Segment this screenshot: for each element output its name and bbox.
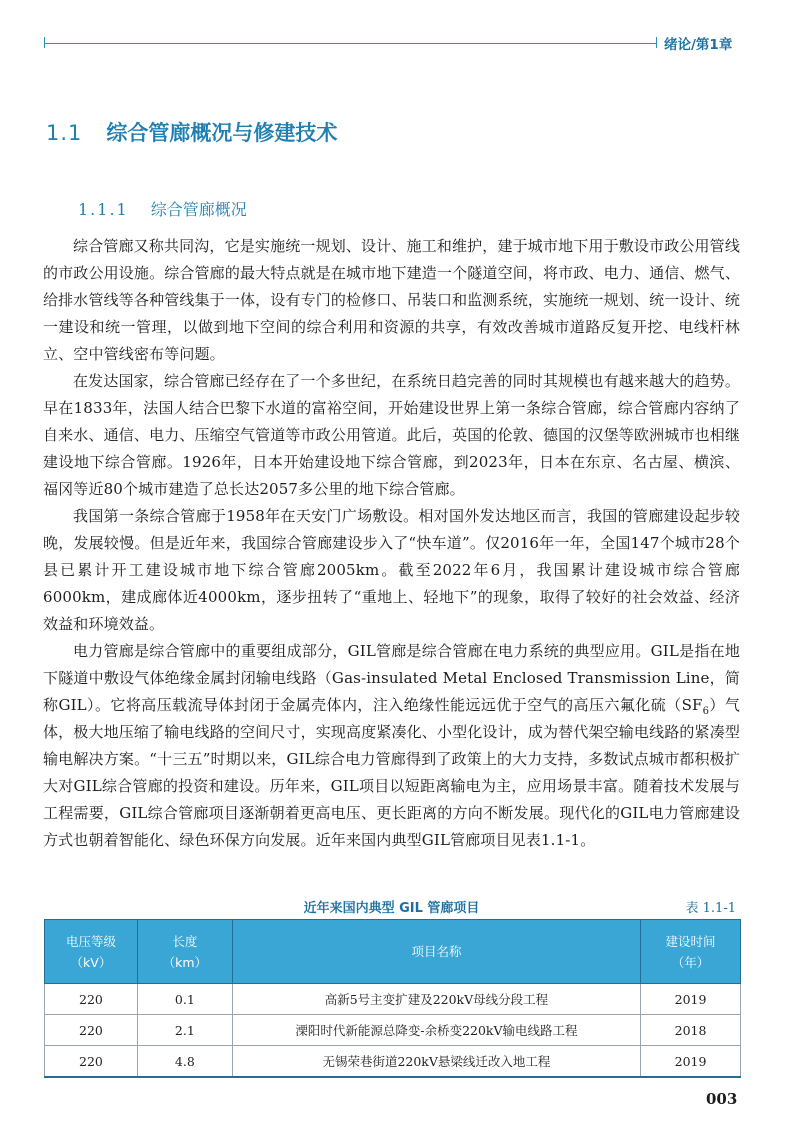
cell-year: 2018 <box>641 1015 741 1046</box>
cell-year: 2019 <box>641 1046 741 1078</box>
subsection-title: 综合管廊概况 <box>150 200 247 219</box>
cell-length: 2.1 <box>137 1015 232 1046</box>
subsection-number: 1.1.1 <box>78 200 129 219</box>
cell-length: 0.1 <box>137 984 232 1015</box>
paragraph-2: 在发达国家，综合管廊已经存在了一个多世纪，在系统日趋完善的同时其规模也有越来越大的趋势。早在1833年，法国人结合巴黎下水道的富裕空间，开始建设世界上第一条综合管廊，综合管廊内容纳了自来水、通信、电力、压缩空气管道等市政公用管道。此后，英国的伦敦、德国的汉堡等欧洲城市也相继建设地下综合管廊。1926年，日本开始建设地下综合管廊，到2023年，日本在东京、名古屋、横滨、福冈等近80个城市建造了总长达2057多公里的地下综合管廊。 <box>43 372 740 498</box>
paragraph-1: 综合管廊又称共同沟，它是实施统一规划、设计、施工和维护，建于城市地下用于敷设市政公用管线的市政公用设施。综合管廊的最大特点就是在城市地下建造一个隧道空间，将市政、电力、通信、燃气、给排水管线等各种管线集于一体，设有专门的检修口、吊装口和监测系统，实施统一规划、统一设计、统一建设和统一管理，以做到地下空间的综合利用和资源的共享，有效改善城市道路反复开挖、电线杆林立、空中管线密布等问题。 <box>43 237 740 363</box>
cell-project-name: 高新5号主变扩建及220kV母线分段工程 <box>232 984 640 1015</box>
header-length-line1: 长度 <box>172 933 198 949</box>
header-time-line2: （年） <box>671 954 710 970</box>
table-row <box>45 1046 741 1078</box>
paragraph-4-part-a: 电力管廊是综合管廊中的重要组成部分，GIL管廊是综合管廊在电力系统的典型应用。GIL是指在地下隧道中敷设气体绝缘金属封闭输电线路（Gas-insulated Metal Enclosed Transmission Line，简称GIL）。它将高压载流导体封闭于金属壳体内，注入绝缘性能远远优于空气的高压六氟化硫（SF <box>43 642 740 714</box>
cell-voltage: 220 <box>45 984 138 1015</box>
table-header-row <box>45 920 741 984</box>
subsection-heading <box>78 197 247 220</box>
cell-voltage: 220 <box>45 1046 138 1078</box>
header-voltage-line1: 电压等级 <box>65 933 116 949</box>
running-header-title: 绪论/第1章 <box>664 37 733 53</box>
table-row <box>45 1015 741 1046</box>
header-time-line1: 建设时间 <box>665 933 716 949</box>
table-number: 表 1.1-1 <box>685 901 736 916</box>
sf6-subscript: 6 <box>702 706 710 717</box>
section-heading <box>46 117 337 147</box>
header-project-name: 项目名称 <box>232 920 640 984</box>
paragraph-3: 我国第一条综合管廊于1958年在天安门广场敷设。相对国外发达地区而言，我国的管廊建设起步较晚，发展较慢。但是近年来，我国综合管廊建设步入了“快车道”。仅2016年一年，全国147个城市28个县已累计开工建设城市地下综合管廊2005km。截至2022年6月，我国累计建设城市综合管廊6000km，建成廊体近4000km，逐步扭转了“重地上、轻地下”的现象，取得了较好的社会效益、经济效益和环境效益。 <box>43 507 740 633</box>
section-number: 1.1 <box>46 121 83 145</box>
header-length-line2: （km） <box>162 954 208 970</box>
header-build-time <box>641 920 741 984</box>
header-voltage <box>45 920 138 984</box>
cell-project-name: 溧阳时代新能源总降变-余桥变220kV输电线路工程 <box>232 1015 640 1046</box>
cell-length: 4.8 <box>137 1046 232 1078</box>
gil-projects-table <box>44 919 741 1078</box>
header-rule <box>44 43 656 44</box>
cell-voltage: 220 <box>45 1015 138 1046</box>
header-voltage-line2: （kV） <box>70 954 112 970</box>
paragraph-4 <box>43 638 740 854</box>
page-number: 003 <box>706 1090 738 1108</box>
header-rule-right-tick <box>656 37 657 48</box>
section-title: 综合管廊概况与修建技术 <box>106 121 338 145</box>
body-text <box>43 233 740 854</box>
cell-project-name: 无锡荣巷街道220kV悬梁线迁改入地工程 <box>232 1046 640 1078</box>
paragraph-4-part-b: ）气体，极大地压缩了输电线路的空间尺寸，实现高度紧凑化、小型化设计，成为替代架空输电线路的紧凑型输电解决方案。“十三五”时期以来，GIL综合电力管廊得到了政策上的大力支持，多数试点城市都积极扩大对GIL综合管廊的投资和建设。历年来，GIL项目以短距离输电为主，应用场景丰富。随着技术发展与工程需要，GIL综合管廊项目逐渐朝着更高电压、更长距离的方向不断发展。现代化的GIL电力管廊建设方式也朝着智能化、绿色环保方向发展。近年来国内典型GIL管廊项目见表1.1-1。 <box>43 696 740 849</box>
header-length <box>137 920 232 984</box>
table-title: 近年来国内典型 GIL 管廊项目 <box>303 901 480 916</box>
cell-year: 2019 <box>641 984 741 1015</box>
table-caption <box>43 897 740 917</box>
table-row <box>45 984 741 1015</box>
